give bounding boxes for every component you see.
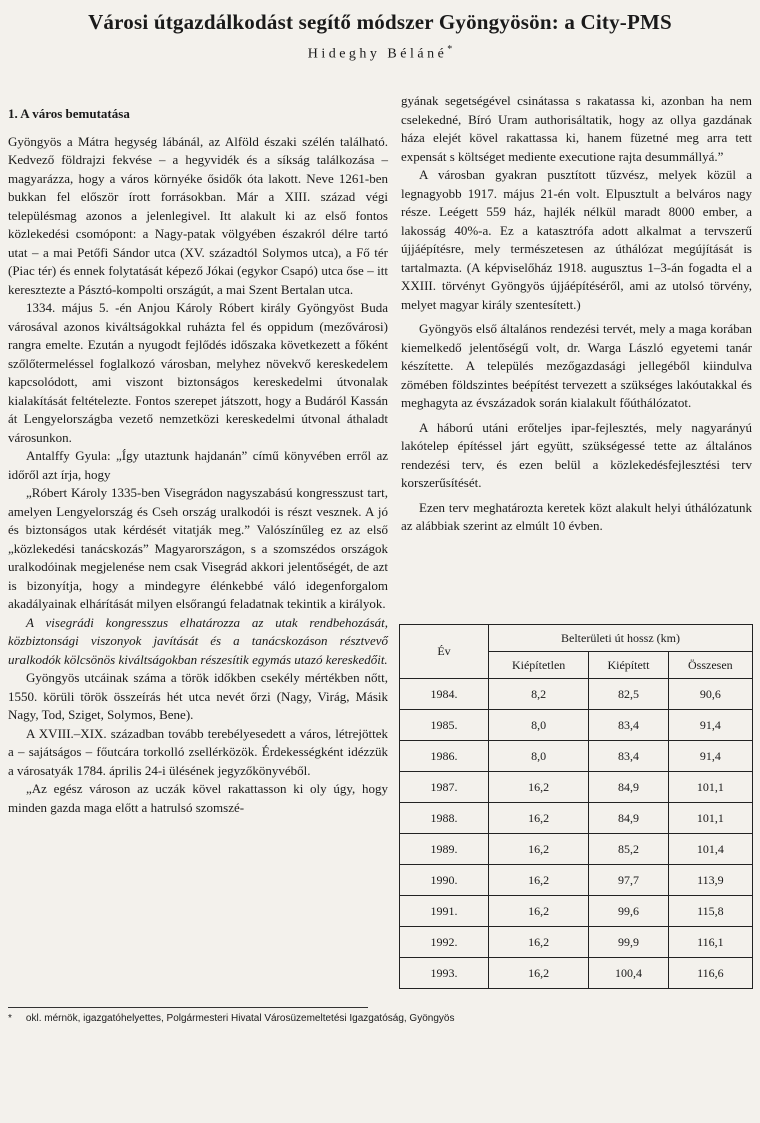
unpaved-cell: 8,0 bbox=[489, 710, 589, 741]
paragraph: „Róbert Károly 1335-ben Visegrádon nagyszabású kongresszust tart, amelyen Lengyelország és Cseh ország uralkodói is részt vesznek. A jó és biztonságos utak kérdését vitatják meg.” Valószínűleg ez az első „közlekedési tanácskozás” Magyarországon, s a szomszédos országok uralkodóinak megjelenése nem csak Visegrád akkori jelentőségét, de azt is bizonyítja, hogy a mindegyre élénkebbé váló idegenforgalom akadályainak elhárítását milyen elsőrangú feladatnak tekintik a királyok. bbox=[8, 485, 388, 611]
unpaved-cell: 8,0 bbox=[489, 741, 589, 772]
table-row bbox=[400, 958, 753, 989]
paragraph: Gyöngyös első általános rendezési tervét, mely a maga korában kiemelkedő jelentőségű volt, dr. Warga László egyetemi tanár készítette. A település mezőgazdasági jellegéből kiindulva zömében földszintes beépítést tervezett a szükséges lakóutakkal és meghagyta az évszázadok során kialakult főúthálózatot. bbox=[401, 321, 752, 410]
year-cell: 1992. bbox=[400, 927, 489, 958]
total-cell: 101,1 bbox=[668, 772, 752, 803]
table-body bbox=[400, 679, 753, 989]
paragraph: 1334. május 5. -én Anjou Károly Róbert király Gyöngyöst Buda városával azonos kiváltságokkal ruházta fel és oppidum (mezővárosi) rangra emelte. Ezután a nyugodt fejlődés időszaka következett a főként szőlőtermeléssel foglalkozó városban, melyhez növekvő kereskedelem kapcsolódott, ami viszont biztonságos kereskedelmi útvonalak kialakítását feltételezte. Fontos szerepet játszott, hogy a Budáról Kassán át Lengyelországba vezető nemzetközi kereskedelmi útvonal áthaladt városunkon. bbox=[8, 300, 388, 445]
table-row bbox=[400, 896, 753, 927]
paragraph: A városban gyakran pusztított tűzvész, melyek közül a legnagyobb 1917. május 21-én volt. Elpusztult a belváros nagy része. Leégett 559 ház, hajlék nélkül maradt 8000 ember, a lakosság 40%-a. Ez a katasztrófa adott alkalmat a tervszerű újjáépítésre, mely természetesen az úthálózat megújítását is tartalmazta. (A képviselőház 1918. augusztus 1–3-án fogadta el a XXIII. törvényt Gyöngyös újjáépítéséről, ami az utolsó törvény, melyet magyar király szentesített.) bbox=[401, 167, 752, 312]
italic-paragraph: A visegrádi kongresszus elhatározza az utak rendbehozását, közbiztonsági viszonyok javítását és a tanácskozáson résztvevő uralkodók kölcsönös kiváltságokban részesítik egymás utazó kereskedőit. bbox=[8, 614, 388, 667]
paved-cell: 100,4 bbox=[589, 958, 668, 989]
paved-header: Kiépített bbox=[589, 652, 668, 679]
table-row bbox=[400, 710, 753, 741]
year-cell: 1988. bbox=[400, 803, 489, 834]
year-cell: 1990. bbox=[400, 865, 489, 896]
unpaved-cell: 16,2 bbox=[489, 803, 589, 834]
page-title: Városi útgazdálkodást segítő módszer Gyöngyösön: a City-PMS bbox=[88, 10, 672, 34]
left-column bbox=[8, 105, 388, 817]
author-footnote-mark: * bbox=[447, 44, 453, 55]
paved-cell: 85,2 bbox=[589, 834, 668, 865]
table-row bbox=[400, 834, 753, 865]
paved-cell: 84,9 bbox=[589, 803, 668, 834]
footnote-rule bbox=[8, 1007, 368, 1008]
paved-cell: 99,6 bbox=[589, 896, 668, 927]
unpaved-cell: 16,2 bbox=[489, 927, 589, 958]
author-name: Hideghy Béláné bbox=[307, 46, 448, 62]
total-cell: 101,4 bbox=[668, 834, 752, 865]
footnote bbox=[8, 1013, 748, 1024]
right-column bbox=[401, 92, 752, 536]
unpaved-cell: 16,2 bbox=[489, 772, 589, 803]
paved-cell: 84,9 bbox=[589, 772, 668, 803]
paragraph: gyának segetségével csinátassa s rakatassa ki, azonban ha nem cselekedné, Bíró Uram authorisáltatik, hogy az ollya gazdának háza elejét kövel rakattassa ki, hanem füzetné meg arra tett expensát s költséget mediente executione rajta desummállyá.” bbox=[401, 93, 752, 164]
total-cell: 113,9 bbox=[668, 865, 752, 896]
total-cell: 91,4 bbox=[668, 710, 752, 741]
unpaved-header: Kiépítetlen bbox=[489, 652, 589, 679]
year-cell: 1989. bbox=[400, 834, 489, 865]
author-line bbox=[0, 44, 760, 63]
paragraph: Antalffy Gyula: „Így utaztunk hajdanán” című könyvében erről az időről azt írja, hogy bbox=[8, 448, 388, 482]
year-cell: 1984. bbox=[400, 679, 489, 710]
table-row bbox=[400, 741, 753, 772]
year-cell: 1985. bbox=[400, 710, 489, 741]
total-cell: 90,6 bbox=[668, 679, 752, 710]
paragraph: Ezen terv meghatározta keretek közt alakult helyi úthálózatunk az alábbiak szerint az elmúlt 10 évben. bbox=[401, 499, 752, 533]
table-row bbox=[400, 865, 753, 896]
total-header: Összesen bbox=[668, 652, 752, 679]
paved-cell: 83,4 bbox=[589, 741, 668, 772]
paragraph: Gyöngyös a Mátra hegység lábánál, az Alföld északi szélén található. Kedvező földrajzi fekvése – a hegyvidék és a síkság találkozása – magyarázza, hogy a város környéke ősidők óta lakott. Neve 1261-ben bukkan fel először írott forrásokban. Már a XIII. század végi településmag azonos a jelenlegivel. Itt alakult ki az első fontos közlekedési csomópont: a Nagy-patak völgyében északról délre tartó utat – a mai Petőfi Sándor utca (XV. századtól Solymos utca), a Fő tér (Piac tér) és ennek folytatását képező Jókai (egykor Csapó) utca őse – itt keresztezte a Pásztó-kompolti országút, a mai Szent Bertalan utca. bbox=[8, 133, 388, 297]
unpaved-cell: 16,2 bbox=[489, 865, 589, 896]
paragraph: A XVIII.–XIX. században tovább terebélyesedett a város, létrejöttek a – sajátságos – főutcára torkolló zsellérközök. Érdekességként idézzük a városatyák 1784. április 24-i ülésének jegyzőkönyvéből. bbox=[8, 725, 388, 778]
paved-cell: 99,9 bbox=[589, 927, 668, 958]
paved-cell: 97,7 bbox=[589, 865, 668, 896]
year-cell: 1993. bbox=[400, 958, 489, 989]
table-row bbox=[400, 772, 753, 803]
table-row bbox=[400, 927, 753, 958]
total-cell: 115,8 bbox=[668, 896, 752, 927]
road-length-table bbox=[399, 624, 753, 989]
unpaved-cell: 8,2 bbox=[489, 679, 589, 710]
unpaved-cell: 16,2 bbox=[489, 834, 589, 865]
table-header-row bbox=[400, 625, 753, 652]
group-header: Belterületi út hossz (km) bbox=[489, 625, 753, 652]
footnote-mark: * bbox=[8, 1013, 12, 1024]
total-cell: 101,1 bbox=[668, 803, 752, 834]
year-cell: 1986. bbox=[400, 741, 489, 772]
section-heading: 1. A város bemutatása bbox=[8, 106, 130, 121]
table-row bbox=[400, 803, 753, 834]
total-cell: 116,6 bbox=[668, 958, 752, 989]
footnote-text: okl. mérnök, igazgatóhelyettes, Polgármesteri Hivatal Városüzemeltetési Igazgatóság, Gyöngyös bbox=[25, 1013, 455, 1024]
paragraph: Gyöngyös utcáinak száma a török időkben csekély mértékben nőtt, 1550. körüli török összeírás hét utca nevét őrzi (Nagy, Virág, Másik Nagy, Tod, Sziget, Solymos, Bene). bbox=[8, 670, 388, 722]
total-cell: 116,1 bbox=[668, 927, 752, 958]
unpaved-cell: 16,2 bbox=[489, 958, 589, 989]
paragraph: „Az egész városon az uczák kövel rakattasson ki oly úgy, hogy minden gazda maga előtt a hatrulsó szomszé- bbox=[8, 781, 388, 815]
year-cell: 1987. bbox=[400, 772, 489, 803]
paragraph: A háború utáni erőteljes ipar-fejlesztés, mely nagyarányú lakótelep építéssel járt együtt, szükségessé tette az általános rendezési terv, és ezen belül a közlekedésfejlesztési terv korszerűsítését. bbox=[401, 419, 752, 490]
year-cell: 1991. bbox=[400, 896, 489, 927]
paved-cell: 82,5 bbox=[589, 679, 668, 710]
year-header: Év bbox=[400, 625, 489, 679]
table-row bbox=[400, 679, 753, 710]
unpaved-cell: 16,2 bbox=[489, 896, 589, 927]
paved-cell: 83,4 bbox=[589, 710, 668, 741]
total-cell: 91,4 bbox=[668, 741, 752, 772]
